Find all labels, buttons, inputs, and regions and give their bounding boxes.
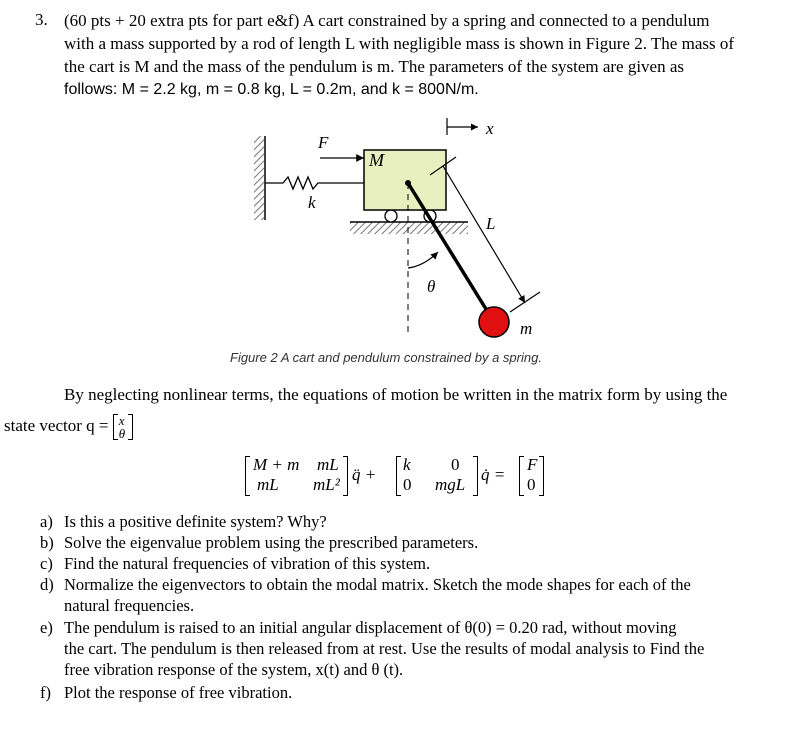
question-label: f)	[40, 683, 51, 702]
label-F: F	[318, 133, 329, 152]
label-theta: θ	[427, 277, 436, 296]
question-text: Solve the eigenvalue problem using the prescribed parameters.	[64, 533, 479, 552]
statement-prefix: state vector q =	[4, 415, 113, 435]
stiff-11: k	[403, 455, 411, 474]
wheel-left	[385, 210, 397, 222]
stiff-12: 0	[451, 455, 460, 474]
intro-line-1: (60 pts + 20 extra pts for part e&f) A cart constrained by a spring and connected to a pendulum	[64, 11, 710, 30]
label-M: M	[369, 150, 384, 170]
statement-line-1: By neglecting nonlinear terms, the equations of motion be written in the matrix form by using the	[64, 385, 728, 404]
pendulum-bob	[479, 307, 509, 337]
question-text: natural frequencies.	[64, 596, 195, 615]
question-label: a)	[40, 512, 53, 531]
label-L: L	[486, 214, 496, 233]
problem-number: 3.	[35, 10, 48, 29]
label-x: x	[486, 119, 494, 138]
question-text: Normalize the eigenvectors to obtain the modal matrix. Sketch the mode shapes for each of the	[64, 575, 691, 594]
spring	[265, 177, 364, 189]
figure-caption: Figure 2 A cart and pendulum constrained by a spring.	[230, 350, 542, 365]
statement-line-2	[4, 414, 133, 440]
state-x: x	[118, 413, 125, 428]
mass-21: mL	[257, 475, 279, 494]
question-text: Is this a positive definite system? Why?	[64, 512, 327, 531]
mass-12: mL	[317, 455, 339, 474]
force-1: F	[527, 455, 538, 474]
stiff-21: 0	[403, 475, 412, 494]
cart-pendulum-figure	[0, 0, 790, 345]
q-ddot: q̈ +	[352, 465, 377, 484]
state-theta: θ	[118, 426, 126, 441]
question-label: c)	[40, 554, 53, 573]
question-label: d)	[40, 575, 54, 594]
question-text: The pendulum is raised to an initial angular displacement of θ(0) = 0.20 rad, without moving	[64, 618, 677, 637]
q-dot: q̇ =	[481, 465, 506, 484]
label-m: m	[520, 319, 533, 338]
ground	[350, 222, 468, 234]
label-k: k	[308, 193, 316, 212]
stiff-22: mgL	[435, 475, 466, 494]
intro-line-4: follows: M = 2.2 kg, m = 0.8 kg, L = 0.2m, and k = 800N/m.	[64, 81, 479, 98]
mass-22: mL²	[313, 475, 340, 494]
question-label: b)	[40, 533, 54, 552]
question-label: e)	[40, 618, 53, 637]
intro-line-3: the cart is M and the mass of the pendulum is m. The parameters of the system are given as	[64, 57, 685, 76]
mass-11: M + m	[253, 455, 300, 474]
question-text: the cart. The pendulum is then released from at rest. Use the results of modal analysis to Find the	[64, 639, 705, 658]
wall	[254, 136, 264, 220]
pendulum-rod	[408, 183, 494, 322]
force-2: 0	[527, 475, 536, 494]
intro-line-2: with a mass supported by a rod of length L with negligible mass is shown in Figure 2. The mass of	[64, 34, 735, 53]
question-text: free vibration response of the system, x(t) and θ (t).	[64, 660, 404, 679]
question-text: Plot the response of free vibration.	[64, 683, 293, 702]
question-text: Find the natural frequencies of vibration of this system.	[64, 554, 431, 573]
